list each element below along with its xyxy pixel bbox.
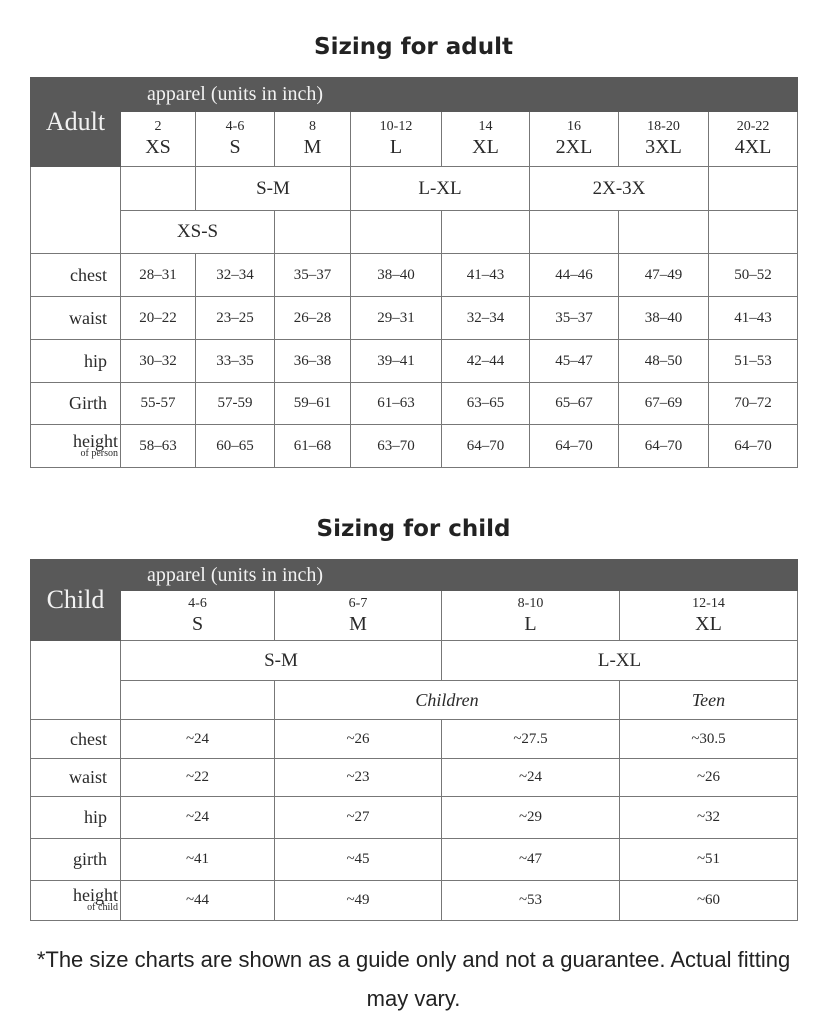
empty-cell <box>709 211 798 254</box>
cell: 26–28 <box>275 297 351 340</box>
cell: ~30.5 <box>620 720 798 759</box>
empty-cell <box>31 641 121 720</box>
cell: 35–37 <box>275 254 351 297</box>
adult-apparel-label: apparel (units in inch) <box>121 78 798 112</box>
group-teen: Teen <box>620 681 798 720</box>
cell: 32–34 <box>442 297 530 340</box>
cell: 61–63 <box>351 383 442 425</box>
row-label-waist: waist <box>31 759 121 797</box>
cell: ~26 <box>275 720 442 759</box>
cell: 38–40 <box>619 297 709 340</box>
empty-cell <box>275 211 351 254</box>
cell: 57-59 <box>196 383 275 425</box>
size-header: 16 2XL <box>530 112 619 167</box>
cell: ~24 <box>442 759 620 797</box>
cell: ~27.5 <box>442 720 620 759</box>
table-row <box>31 881 798 921</box>
cell: 29–31 <box>351 297 442 340</box>
row-label-height: height of child <box>31 881 121 921</box>
table-row <box>31 720 798 759</box>
table-row <box>31 254 798 297</box>
cell: ~24 <box>121 797 275 839</box>
cell: ~32 <box>620 797 798 839</box>
row-label-chest: chest <box>31 254 121 297</box>
cell: 36–38 <box>275 340 351 383</box>
disclaimer-note: *The size charts are shown as a guide only and not a guarantee. Actual fitting may vary. <box>36 947 791 1011</box>
group-lxl: L-XL <box>351 167 530 211</box>
cell: 33–35 <box>196 340 275 383</box>
size-header: 20-22 4XL <box>709 112 798 167</box>
cell: 51–53 <box>709 340 798 383</box>
row-label-chest: chest <box>31 720 121 759</box>
cell: ~45 <box>275 839 442 881</box>
cell: 48–50 <box>619 340 709 383</box>
size-header: 2 XS <box>121 112 196 167</box>
cell: 67–69 <box>619 383 709 425</box>
child-apparel-label: apparel (units in inch) <box>121 560 798 591</box>
cell: ~47 <box>442 839 620 881</box>
cell: 39–41 <box>351 340 442 383</box>
row-label-girth: girth <box>31 839 121 881</box>
cell: 64–70 <box>442 425 530 468</box>
size-header: 18-20 3XL <box>619 112 709 167</box>
cell: 23–25 <box>196 297 275 340</box>
cell: 58–63 <box>121 425 196 468</box>
cell: ~41 <box>121 839 275 881</box>
size-header: 8 M <box>275 112 351 167</box>
table-row <box>31 839 798 881</box>
empty-cell <box>351 211 442 254</box>
cell: 45–47 <box>530 340 619 383</box>
cell: 64–70 <box>530 425 619 468</box>
size-header: 4-6 S <box>121 591 275 641</box>
table-row <box>31 797 798 839</box>
cell: 63–65 <box>442 383 530 425</box>
size-header: 14 XL <box>442 112 530 167</box>
cell: 20–22 <box>121 297 196 340</box>
cell: ~23 <box>275 759 442 797</box>
empty-cell <box>442 211 530 254</box>
empty-cell <box>121 167 196 211</box>
cell: 50–52 <box>709 254 798 297</box>
group-sm: S-M <box>196 167 351 211</box>
empty-cell <box>31 167 121 254</box>
cell: ~49 <box>275 881 442 921</box>
size-header: 6-7 M <box>275 591 442 641</box>
row-label-girth: Girth <box>31 383 121 425</box>
cell: 70–72 <box>709 383 798 425</box>
cell: 65–67 <box>530 383 619 425</box>
cell: ~22 <box>121 759 275 797</box>
size-header: 12-14 XL <box>620 591 798 641</box>
cell: 32–34 <box>196 254 275 297</box>
cell: 61–68 <box>275 425 351 468</box>
adult-size-header-row <box>31 112 798 167</box>
adult-heading: Sizing for adult <box>314 34 513 60</box>
group-sm: S-M <box>121 641 442 681</box>
cell: 64–70 <box>709 425 798 468</box>
cell: 30–32 <box>121 340 196 383</box>
cell: ~24 <box>121 720 275 759</box>
cell: ~53 <box>442 881 620 921</box>
cell: 55-57 <box>121 383 196 425</box>
cell: 44–46 <box>530 254 619 297</box>
size-header: 10-12 L <box>351 112 442 167</box>
adult-title: Adult <box>31 78 121 167</box>
cell: 35–37 <box>530 297 619 340</box>
table-row <box>31 425 798 468</box>
cell: ~60 <box>620 881 798 921</box>
child-size-header-row <box>31 591 798 641</box>
row-label-hip: hip <box>31 340 121 383</box>
cell: ~27 <box>275 797 442 839</box>
group-lxl: L-XL <box>442 641 798 681</box>
row-label-hip: hip <box>31 797 121 839</box>
row-label-waist: waist <box>31 297 121 340</box>
group-2x3x: 2X-3X <box>530 167 709 211</box>
cell: 59–61 <box>275 383 351 425</box>
row-label-height: height of person <box>31 425 121 468</box>
size-header: 8-10 L <box>442 591 620 641</box>
cell: 41–43 <box>442 254 530 297</box>
empty-cell <box>121 681 275 720</box>
table-row <box>31 383 798 425</box>
group-xss: XS-S <box>121 211 275 254</box>
child-heading: Sizing for child <box>316 516 511 542</box>
empty-cell <box>709 167 798 211</box>
table-row <box>31 759 798 797</box>
cell: ~29 <box>442 797 620 839</box>
cell: ~44 <box>121 881 275 921</box>
empty-cell <box>619 211 709 254</box>
child-size-table <box>30 559 798 921</box>
cell: 47–49 <box>619 254 709 297</box>
child-title: Child <box>31 560 121 641</box>
table-row <box>31 340 798 383</box>
cell: 60–65 <box>196 425 275 468</box>
cell: ~26 <box>620 759 798 797</box>
cell: 63–70 <box>351 425 442 468</box>
cell: 28–31 <box>121 254 196 297</box>
size-header: 4-6 S <box>196 112 275 167</box>
empty-cell <box>530 211 619 254</box>
cell: ~51 <box>620 839 798 881</box>
table-row <box>31 297 798 340</box>
cell: 42–44 <box>442 340 530 383</box>
cell: 38–40 <box>351 254 442 297</box>
cell: 64–70 <box>619 425 709 468</box>
cell: 41–43 <box>709 297 798 340</box>
group-children: Children <box>275 681 620 720</box>
adult-size-table <box>30 77 798 468</box>
